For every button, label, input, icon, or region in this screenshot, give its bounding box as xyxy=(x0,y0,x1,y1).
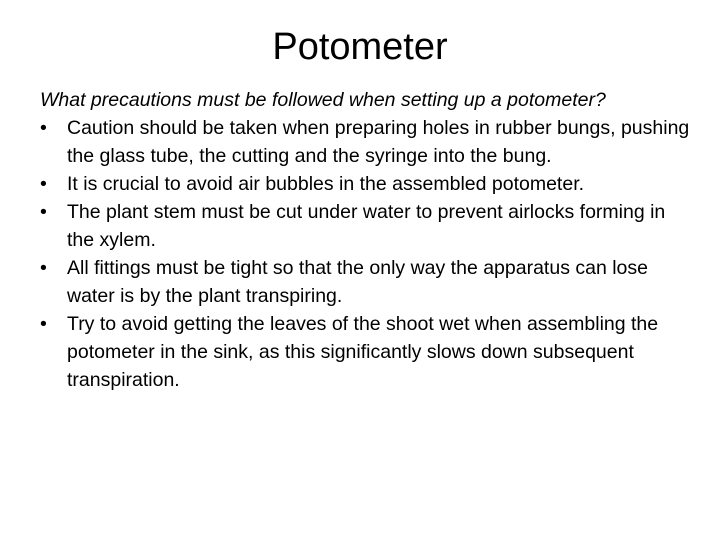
bullet-text: The plant stem must be cut under water to prevent airlocks forming in the xylem. xyxy=(67,201,666,251)
bullet-item xyxy=(40,114,690,170)
bullet-item xyxy=(40,310,690,394)
slide-title: Potometer xyxy=(272,26,448,68)
bullet-item xyxy=(40,170,690,198)
bullet-icon: • xyxy=(40,173,47,195)
bullet-text: It is crucial to avoid air bubbles in the assembled potometer. xyxy=(67,173,585,195)
bullet-icon: • xyxy=(40,313,47,335)
bullet-icon: • xyxy=(40,117,47,139)
bullet-icon: • xyxy=(40,201,47,223)
bullet-text: Caution should be taken when preparing holes in rubber bungs, pushing the glass tube, the cutting and the syringe into the bung. xyxy=(67,117,690,167)
question-text: What precautions must be followed when setting up a potometer? xyxy=(40,89,606,111)
bullet-text: All fittings must be tight so that the only way the apparatus can lose water is by the plant transpiring. xyxy=(67,257,648,307)
slide-content xyxy=(40,86,690,394)
bullet-item xyxy=(40,254,690,310)
bullet-list xyxy=(40,114,690,394)
bullet-icon: • xyxy=(40,257,47,279)
bullet-item xyxy=(40,198,690,254)
bullet-text: Try to avoid getting the leaves of the shoot wet when assembling the potometer in the sink, as this significantly slows down subsequent transpiration. xyxy=(67,313,659,391)
